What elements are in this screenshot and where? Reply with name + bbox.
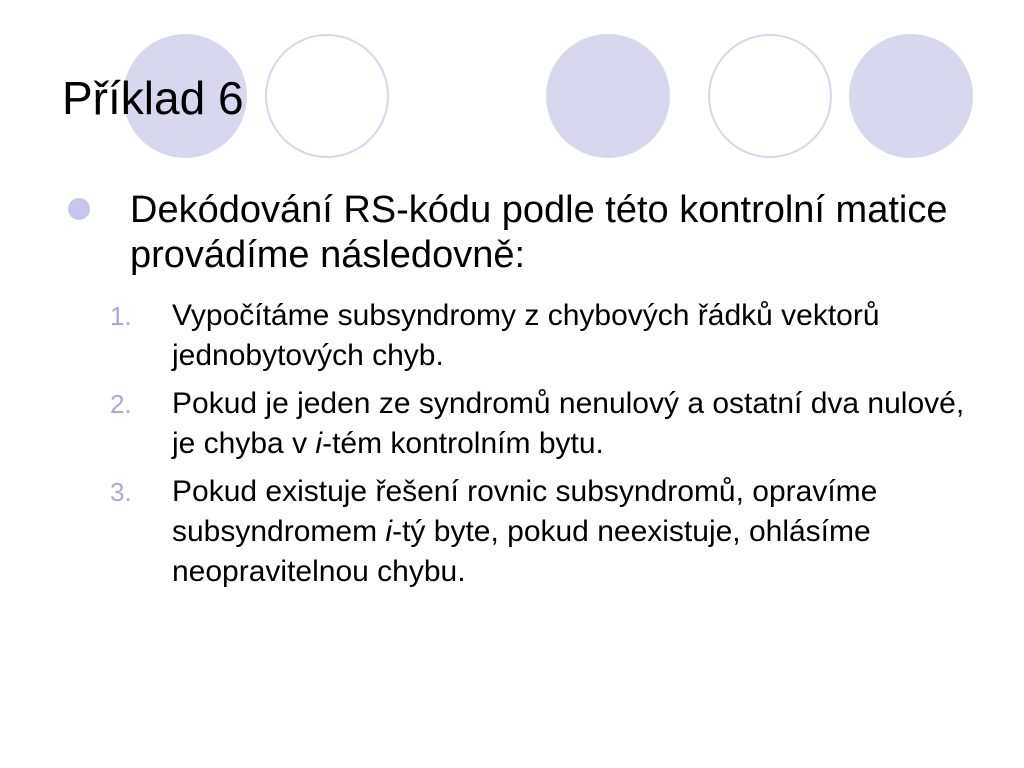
step-text: Vypočítáme subsyndromy z chybových řádků vektorů jednobytových chyb. (172, 299, 880, 372)
step-number: 1. (110, 301, 132, 331)
step-item (110, 384, 990, 464)
slide-title: Příklad 6 (62, 72, 244, 124)
circle-filled-2 (546, 34, 670, 158)
circle-filled-3 (849, 34, 973, 158)
step-item (110, 296, 990, 376)
variable-i: i (385, 515, 393, 548)
step-number: 2. (110, 389, 132, 419)
step-text: Pokud existuje řešení rovnic subsyndromů, opravíme subsyndromem i-tý byte, pokud neexistuje, ohlásíme neopravitelnou chybu. (172, 475, 878, 588)
step-number: 3. (110, 477, 132, 507)
circle-outline-2 (709, 35, 831, 157)
circle-outline-1 (266, 35, 388, 157)
filled-circle-bullet-icon (68, 198, 90, 220)
main-bullet-text: Dekódování RS-kódu podle této kontrolní matice provádíme následovně: (130, 189, 948, 276)
main-bullet-item (64, 188, 984, 278)
step-item (110, 472, 990, 592)
numbered-step-list (110, 296, 990, 600)
variable-i: i (315, 427, 323, 460)
step-text: Pokud je jeden ze syndromů nenulový a ostatní dva nulové, je chyba v i-tém kontrolním bytu. (172, 387, 965, 460)
